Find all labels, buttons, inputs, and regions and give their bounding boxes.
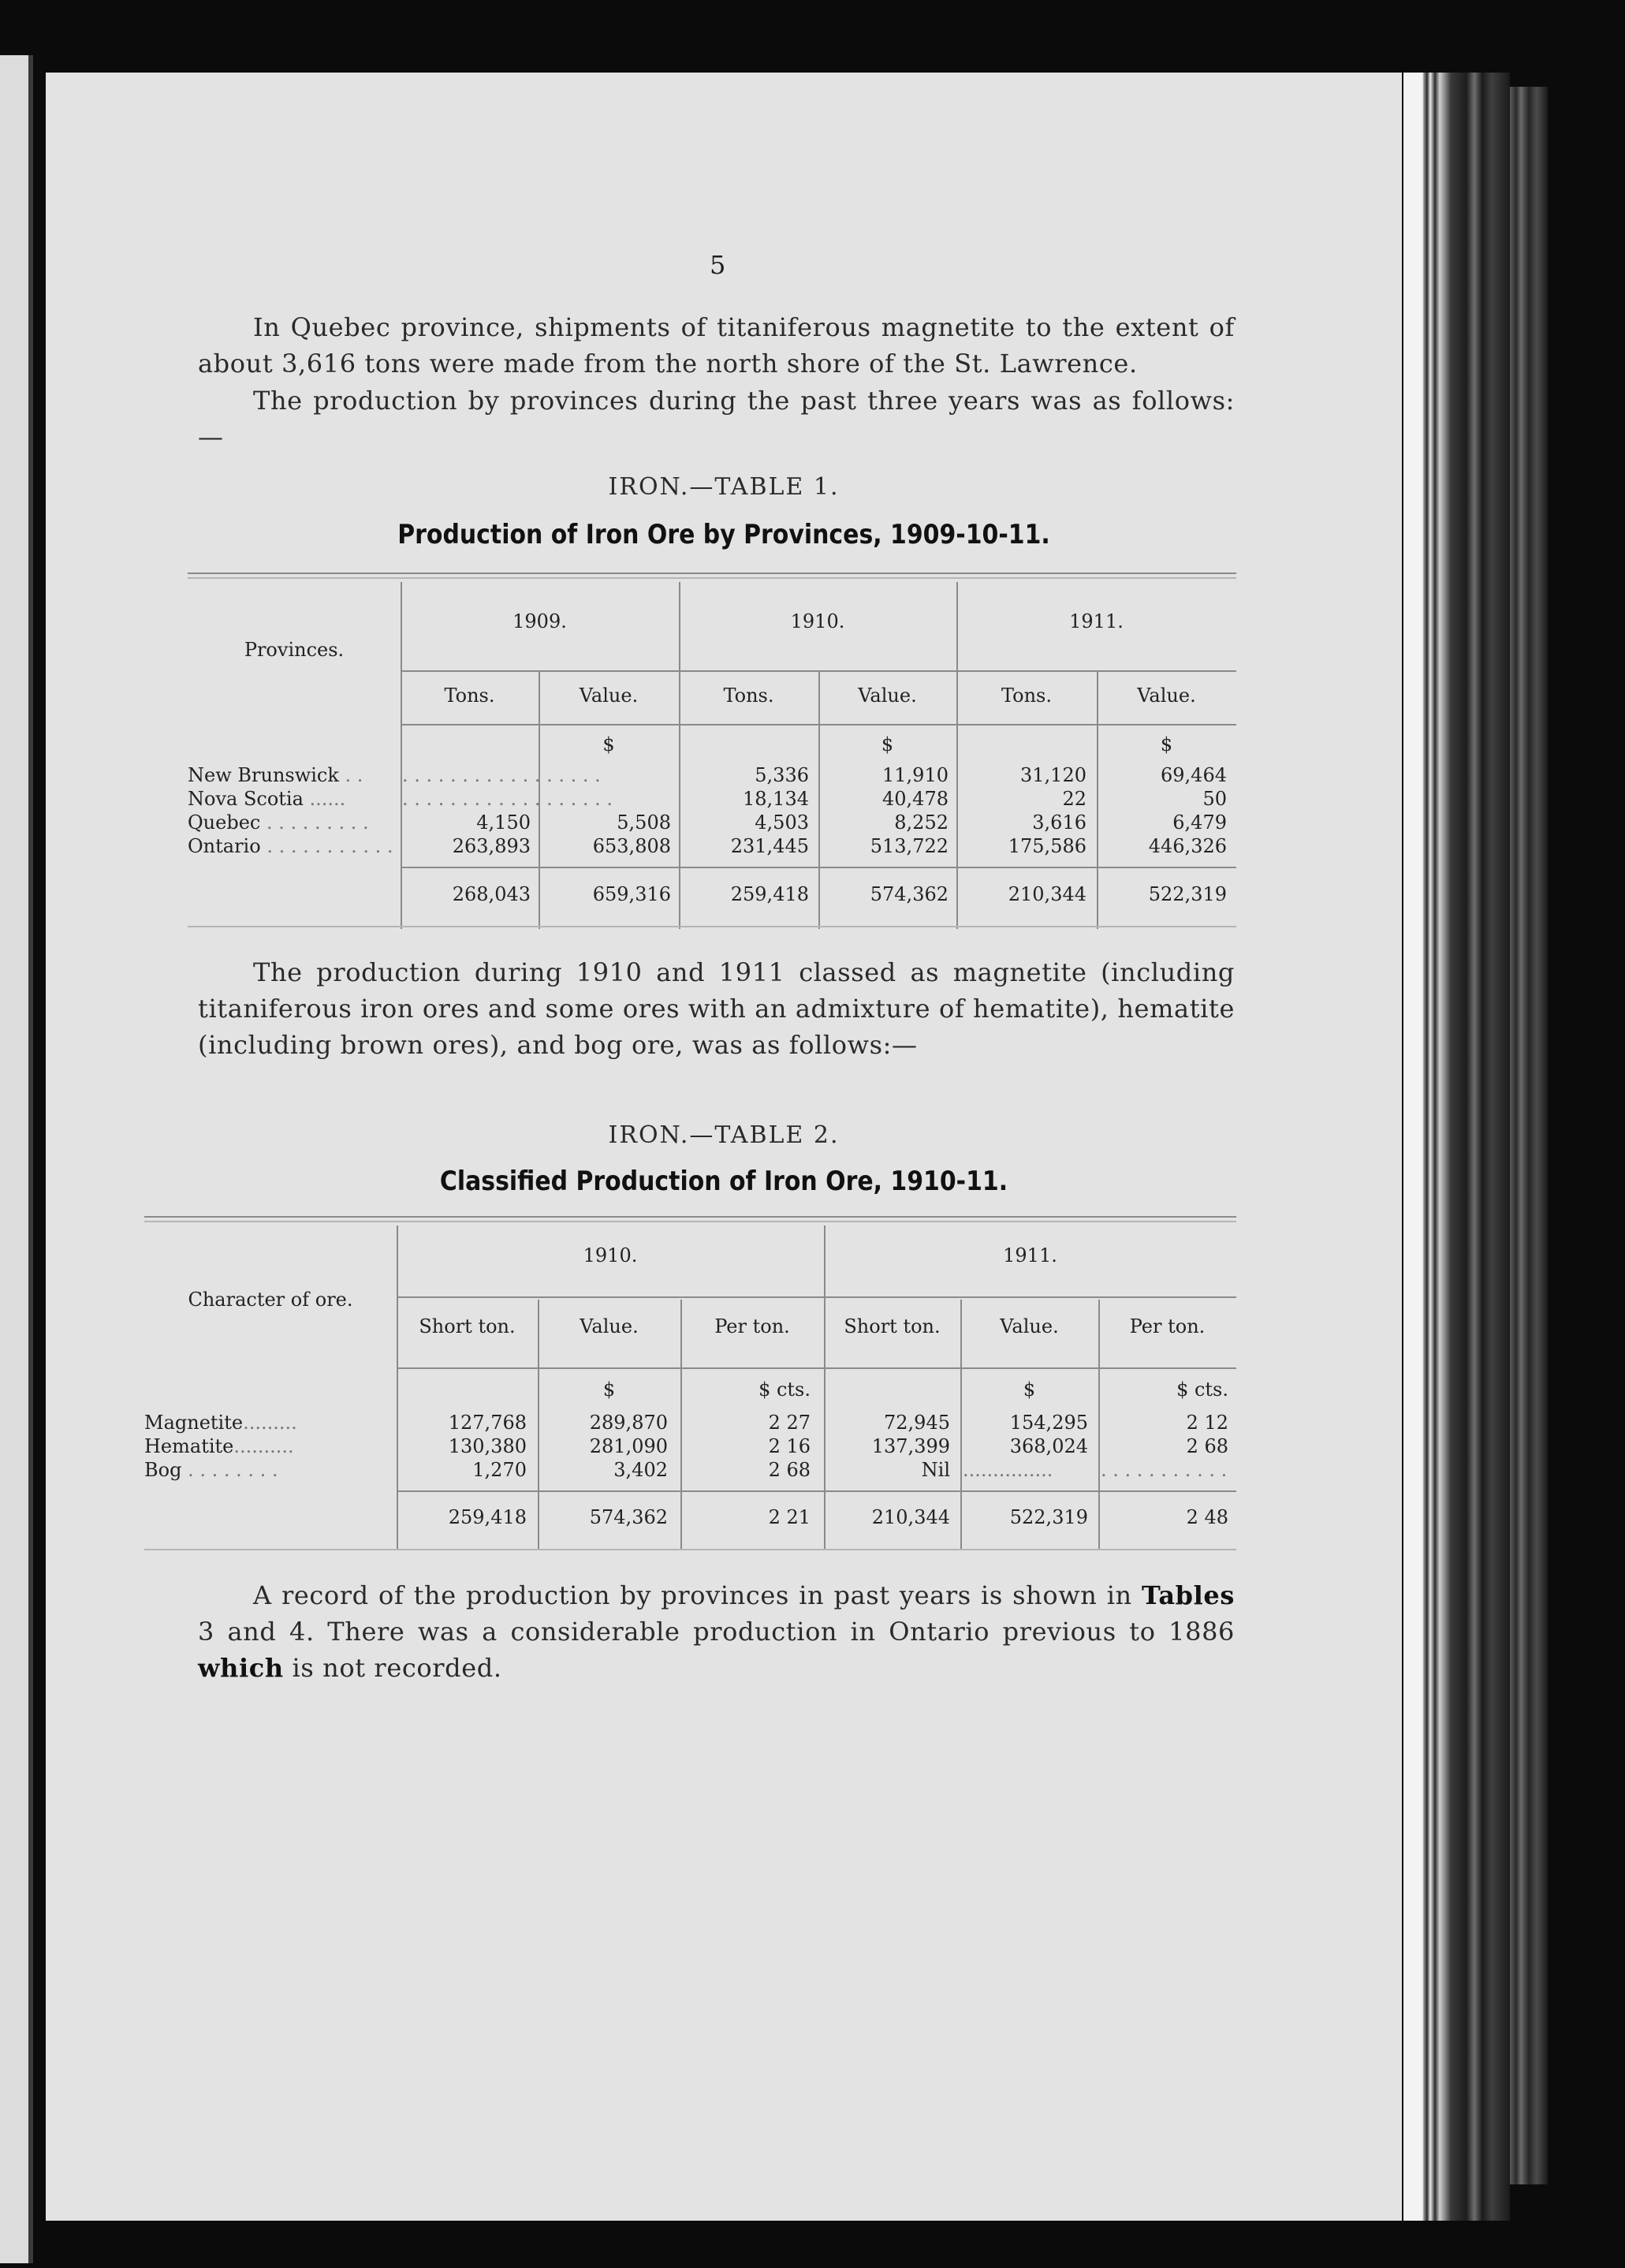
paragraph-past-records: A record of the production by provinces in past years is shown in Tables 3 and 4. There was a considerable production in Ontario previous to 1886 which is not recorded. [198,1580,1235,1683]
table1-subheader: Value. [1137,685,1196,707]
table2-total: 2 21 [768,1506,811,1528]
table1-cell: 69,464 [1161,764,1227,786]
table1-row-header: Provinces. [244,639,345,661]
table2-cell: 127,768 [448,1412,527,1434]
table1-total: 659,316 [592,883,671,905]
table1-leader-dots: . . . . . . . . . . . . . . . . . . [402,788,613,810]
table1-cell: 3,616 [1032,811,1086,834]
table1-label: IRON.—TABLE 1. [608,473,840,501]
table2-total: 522,319 [1009,1506,1088,1528]
table1-cell: 653,808 [592,835,671,857]
table2-cell: 368,024 [1009,1435,1088,1457]
book-cover-edge [1510,87,1548,2184]
table1-cell: 8,252 [894,811,949,834]
table1-total: 210,344 [1008,883,1086,905]
table2-cell: 137,399 [871,1435,950,1457]
table1-subheader: Value. [858,685,917,707]
table2-title: Classified Production of Iron Ore, 1910-11. [439,1166,1008,1197]
table1-cell: 446,326 [1148,835,1227,857]
book-page-edges [1403,73,1510,2221]
table1-cell: 50 [1202,788,1227,810]
table1-year-1909: 1909. [512,610,567,632]
table2-label: IRON.—TABLE 2. [608,1121,840,1149]
table1-currency: $ [602,733,615,755]
table1-province: Nova Scotia ...... [188,788,346,810]
table1-currency: $ [1160,733,1173,755]
table1-subheader: Tons. [723,685,774,707]
table2-leader-dots: ............... [963,1459,1053,1481]
table1-total: 522,319 [1148,883,1227,905]
table2-cell: 154,295 [1009,1412,1088,1434]
page-number: 5 [710,250,726,280]
table1-cell: 5,336 [755,764,809,786]
table1-subheader: Value. [579,685,639,707]
table1 [188,569,1236,932]
table1-year-1910: 1910. [790,610,845,632]
table1-province: Ontario . . . . . . . . . . . [188,835,393,857]
table2-cell: 2 12 [1186,1412,1228,1434]
table2-ore: Magnetite......... [144,1412,297,1434]
table2 [144,1213,1236,1560]
table2-cell: 281,090 [589,1435,668,1457]
table2-subheader: Value. [1000,1315,1059,1337]
table2-total: 2 48 [1186,1506,1228,1528]
paragraph-quebec-shipments: In Quebec province, shipments of titaniferous magnetite to the extent of about 3,616 tons were made from the north shore of the St. Lawrence. [198,312,1235,379]
table1-cell: 231,445 [730,835,809,857]
table1-cell: 263,893 [452,835,531,857]
table2-total: 259,418 [448,1506,527,1528]
table2-ore: Bog . . . . . . . . [144,1459,278,1481]
table2-leader-dots: . . . . . . . . . . . [1101,1459,1228,1481]
table1-province: New Brunswick . . [188,764,363,786]
table2-cell: Nil [921,1459,950,1481]
scanned-page [46,73,1402,2221]
table1-title: Production of Iron Ore by Provinces, 1909-10-11. [397,519,1050,550]
table1-cell: 4,503 [755,811,809,834]
table1-cell: 31,120 [1020,764,1086,786]
table1-total: 259,418 [730,883,809,905]
table2-cell: 2 68 [1186,1435,1228,1457]
table2-currency: $ [602,1378,616,1401]
table1-cell: 4,150 [476,811,531,834]
table1-year-1911: 1911. [1069,610,1124,632]
table2-year-1910: 1910. [583,1244,638,1266]
table2-ore: Hematite.......... [144,1435,294,1457]
table1-cell: 18,134 [743,788,809,810]
table2-year-1911: 1911. [1003,1244,1057,1266]
table1-cell: 11,910 [882,764,949,786]
table2-cell: 1,270 [472,1459,527,1481]
table2-subheader: Per ton. [1129,1315,1206,1337]
table2-cell: 2 68 [768,1459,811,1481]
table2-subheader: Per ton. [714,1315,790,1337]
table2-cell: 289,870 [589,1412,668,1434]
table1-cell: 175,586 [1008,835,1086,857]
table2-currency: $ cts. [758,1378,811,1401]
table1-cell: 40,478 [882,788,949,810]
table1-currency: $ [881,733,894,755]
table1-cell: 513,722 [870,835,949,857]
table2-total: 574,362 [589,1506,668,1528]
table1-subheader: Tons. [1001,685,1052,707]
table1-subheader: Tons. [444,685,495,707]
paragraph-production-intro: The production by provinces during the past three years was as follows:— [198,386,1235,452]
table2-currency: $ cts. [1176,1378,1228,1401]
table1-total: 268,043 [452,883,531,905]
table1-cell: 22 [1062,788,1086,810]
table1-province: Quebec . . . . . . . . . [188,811,369,834]
table2-cell: 2 27 [768,1412,811,1434]
table2-row-header: Character of ore. [188,1289,353,1311]
paragraph-classification: The production during 1910 and 1911 classed as magnetite (including titaniferous iron ores and some ores with an admixture of hematite), hematite (including brown ores), and bog ore, was as follows:— [198,957,1235,1060]
table1-leader-dots: . . . . . . . . . . . . . . . . . [402,764,601,786]
table2-subheader: Short ton. [419,1315,516,1337]
table2-total: 210,344 [871,1506,950,1528]
table2-subheader: Value. [580,1315,639,1337]
table1-cell: 6,479 [1172,811,1227,834]
table2-cell: 72,945 [884,1412,950,1434]
table1-cell: 5,508 [617,811,671,834]
table2-cell: 3,402 [613,1459,668,1481]
facing-page-edge [0,55,33,2263]
table2-subheader: Short ton. [844,1315,941,1337]
table1-total: 574,362 [870,883,949,905]
table2-cell: 2 16 [768,1435,811,1457]
table2-cell: 130,380 [448,1435,527,1457]
table2-currency: $ [1023,1378,1036,1401]
